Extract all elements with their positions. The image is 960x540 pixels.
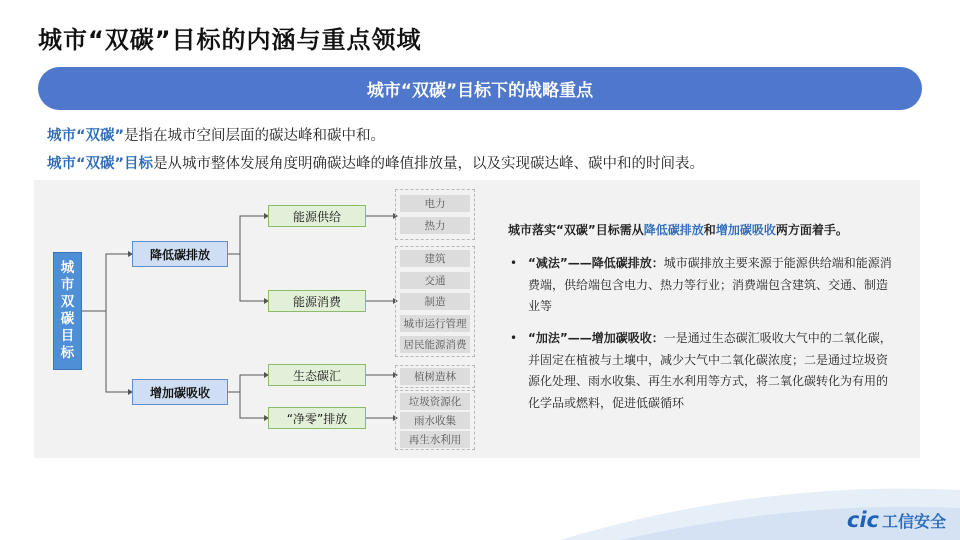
right-intro-mid: 和 [703,223,716,237]
root-char: 目 [60,328,75,344]
right-intro-highlight-1: 降低碳排放 [643,223,704,237]
bullet-addition [508,328,898,414]
leaf-electricity: 电力 [400,195,470,212]
intro-line-2 [47,152,704,173]
leaf-city-operation: 城市运行管理 [400,315,470,332]
leaf-afforestation: 植树造林 [400,368,470,385]
node-net-zero: “净零”排放 [268,407,366,429]
node-energy-supply: 能源供给 [268,205,366,227]
intro-text: 是从城市整体发展角度明确碳达峰的峰值排放量，以及实现碳达峰、碳中和的时间表。 [153,156,705,172]
right-intro [508,220,848,241]
diagram-panel [34,180,920,458]
node-energy-consumption: 能源消费 [268,290,366,312]
leaf-resident-energy: 居民能源消费 [400,336,470,353]
bullet-text: 城市碳排放主要来源于能源供给端和能源消费端，供给端包含电力、热力等行业；消费端包含建筑、交通、制造业等 [528,256,892,314]
right-intro-suffix: 两方面着手。 [775,223,848,237]
leaf-heat: 热力 [400,217,470,234]
leaf-reclaimed-water: 再生水利用 [400,431,470,448]
leaf-waste-recycling: 垃圾资源化 [400,393,470,410]
root-char: 城 [60,260,75,276]
intro-highlight: 城市“双碳”目标 [47,156,154,172]
right-intro-prefix: 城市落实“双碳”目标需从 [508,223,644,237]
bullet-subtraction [508,253,898,318]
page-title: 城市“双碳”目标的内涵与重点领域 [38,26,422,54]
right-intro-highlight-2: 增加碳吸收 [715,223,776,237]
section-banner: 城市“双碳”目标下的战略重点 [38,67,922,110]
bullet-lead: “加法”——增加碳吸收： [528,331,664,345]
intro-highlight: 城市“双碳” [47,128,125,144]
leaf-building: 建筑 [400,250,470,267]
leaf-rainwater: 雨水收集 [400,412,470,429]
intro-line-1 [47,124,385,145]
root-node-city-dual-carbon [53,252,82,370]
node-increase-absorption: 增加碳吸收 [132,379,228,405]
bullet-text: 一是通过生态碳汇吸收大气中的二氧化碳，并固定在植被与土壤中，减少大气中二氧化碳浓度；二是通过垃圾资源化处理、雨水收集、再生水利用等方式，将二氧化碳转化为有用的化学品或燃料，促进低碳循环 [528,331,892,410]
bullet-dot: • [510,256,518,270]
logo-mark: cic [846,508,879,532]
leaf-manufacturing: 制造 [400,293,470,310]
footer-swoosh [0,460,960,540]
root-char: 市 [60,277,75,293]
leaf-transport: 交通 [400,272,470,289]
root-char: 碳 [60,311,75,327]
bullet-dot: • [510,331,518,345]
bullet-lead: “减法”——降低碳排放： [528,256,664,270]
root-char: 标 [60,345,75,361]
node-reduce-emission: 降低碳排放 [132,241,228,267]
intro-text: 是指在城市空间层面的碳达峰和碳中和。 [124,128,386,144]
company-logo [847,508,946,532]
root-char: 双 [60,294,75,310]
node-eco-carbon-sink: 生态碳汇 [268,364,366,386]
logo-text: 工信安全 [881,511,946,531]
